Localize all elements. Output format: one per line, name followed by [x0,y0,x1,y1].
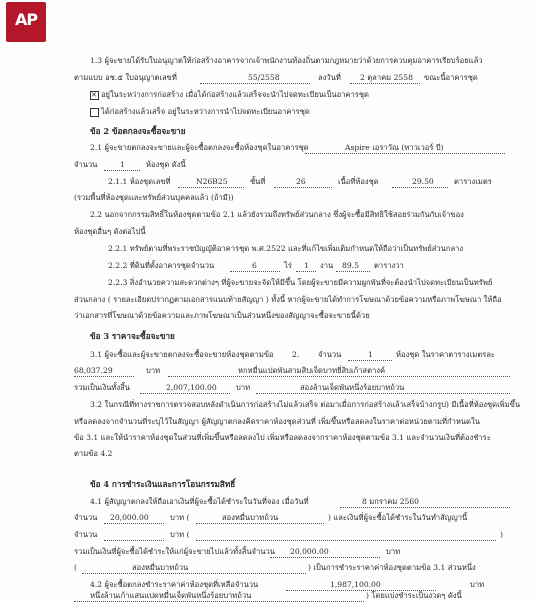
room-number: N26B25 [196,177,228,186]
room-count-suffix: ห้องชุด ดังนี้ [146,160,186,169]
area-note: (รวมพื้นที่ห้องชุดและทรัพย์ส่วนบุคคลแล้ว (ถ้ามี)) [74,193,234,202]
contract-day-close: ) [500,530,503,539]
under-construction-label: อยู่ในระหว่างการก่อสร้าง เมื่อได้ก่อสร้างแล้วเสร็จจะนำไปจดทะเบียนเป็นอาคารชุด [101,90,369,99]
area-unit: ตารางเมตร [454,177,492,186]
booking-date: 8 มกราคม 2560 [362,497,420,506]
contract-day-words-line [196,540,496,541]
clause-3-1-label: 3.1 ผู้จะซื้อและผู้จะขายตกลงจะซื้อจะขายห้องชุดตามข้อ [90,350,274,359]
permit-no-line [200,83,310,84]
permit-date-label: ลงวันที่ [318,73,341,82]
booking-date-line [340,507,510,508]
total-words-line [256,393,510,394]
clause-3-2-line-4: ตามข้อ 4.2 [74,449,113,458]
clause-4-2-label: 4.2 ผู้จะซื้อตกลงชำระราคาค่าห้องชุดที่เหลือจำนวน [90,580,259,589]
clause-2-2-3-line-2: ส่วนกลาง ( รายละเอียดปรากฏตามเอกสารแนบท้ายสัญญา ) ทั้งนี้ หากผู้จะขายได้ทำการโฆษณาด้วยข้อความหรือภาพโฆษณา ให้ถือ [74,295,502,304]
section-4-title: ข้อ 4 การชำระเงินและการโอนกรรมสิทธิ์ [90,479,236,489]
ngan-line [296,271,316,272]
clause-2-2-1: 2.2.1 ทรัพย์ตามที่พระราชบัญญัติอาคารชุด พ.ศ.2522 และที่แก้ไขเพิ่มเติมกำหนดให้ถือว่าเป็นทรัพย์ส่วนกลาง [108,244,464,253]
section-2-title: ข้อ 2 ข้อตกลงจะซื้อจะขาย [90,126,186,136]
count-label: จำนวน [318,350,342,359]
contract-day-unit: บาท ( [170,530,190,539]
total-price: 2,007,100.00 [166,383,217,392]
price-per-sqm: 68,037.29 [74,366,113,375]
permit-date-line [350,83,420,84]
paid-total-label: รวมเป็นเงินที่ผู้จะซื้อได้ชำระให้แก่ผู้จะขายไปแล้วทั้งสิ้นจำนวน [74,547,275,556]
clause-reference: 2. [292,350,300,359]
building-line [305,153,505,154]
contract-day-amount-label: จำนวน [74,530,98,539]
paid-total-line [270,557,380,558]
unit-count: 1 [368,350,373,359]
total-price-label: รวมเป็นเงินทั้งสิ้น [74,383,130,392]
rai-line [230,271,280,272]
floor-number: 26 [296,177,306,186]
clause-2-2-3-line-1: 2.2.3 สิ่งอำนวยความสะดวกต่างๆ ที่ผู้จะขายจะจัดให้มีขึ้น โดยผู้จะขายมีความผูกพันที่จะต้องนำไปจดทะเบียนเป็นทรัพย์ [108,278,493,287]
land-wa: 89.5 [342,261,359,270]
booking-amount-unit: บาท ( [170,513,190,522]
wa-line [336,271,370,272]
paid-words-line [82,573,306,574]
room-count-label: จำนวน [74,160,98,169]
section-3-title: ข้อ 3 ราคาจะซื้อจะขาย [90,331,175,341]
clause-1-3-line-1: 1.3 ผู้จะขายได้รับใบอนุญาตให้ก่อสร้างอาคารจากเจ้าพนักงานท้องถิ่นตามกฎหมายว่าด้วยการควบคุมอาคารเรียบร้อยแล้ว [90,56,483,65]
clause-2-2-3-line-3: ว่าเอกสารที่โฆษณาด้วยข้อความและภาพโฆษณาเป็นส่วนหนึ่งของสัญญาจะซื้อจะขายนี้ด้วย [74,311,370,320]
clause-3-2-line-2: หรือลดลงจากจำนวนที่ระบุไว้ในสัญญา ผู้สัญญาตกลงคิดราคาห้องชุดส่วนที่ เพิ่มขึ้นหรือลดลงในราคาต่อหน่วยตามที่กำหนดใน [74,417,480,426]
clause-3-2-line-3: ข้อ 3.1 และให้นำราคาห้องชุดในส่วนที่เพิ่มขึ้นหรือลดลงไป เพิ่มหรือลดลงจากราคาห้องชุดตามข้อ 3.1 และจำนวนเงินที่ต้องชำระ [74,433,491,442]
room-count: 1 [120,160,125,169]
room-count-line [104,170,140,171]
booking-amount-label: จำนวน [74,513,98,522]
booking-words-line [196,523,324,524]
room-area: 29.50 [412,177,434,186]
construction-complete-label: ได้ก่อสร้างแล้วเสร็จ อยู่ในระหว่างการนำไปจดทะเบียนอาคารชุด [101,107,310,116]
permit-number: 55/2558 [248,73,280,82]
ngan-unit: งาน [320,261,334,270]
booking-amount-line [104,523,164,524]
room-number-line [178,187,244,188]
installment-note: ) โดยแบ่งชำระเป็นงวดๆ ดังนี้ [366,591,462,600]
room-number-label: 2.1.1 ห้องชุดเลขที่ [108,177,171,186]
land-ngan: 1 [304,261,309,270]
price-sqm-words-line [168,376,510,377]
total-price-words: สองล้านเจ็ดพันหนึ่งร้อยบาทถ้วน [300,383,405,392]
paid-total: 20,000.00 [290,547,329,556]
permit-label: ตามแบบ อช.๕ ใบอนุญาตเลขที่ [74,73,177,82]
condo-status-label: ขณะนี้อาคารชุด [424,73,478,82]
price-sqm-unit: บาท [146,366,161,375]
under-construction-checkbox[interactable] [90,91,99,100]
total-price-line [140,393,230,394]
clause-2-2-line-2: ห้องชุดอื่นๆ ดังต่อไปนี้ [74,227,146,236]
paid-words-close: ) เป็นการชำระราคาค่าห้องชุดตามข้อ 3.1 ส่วนหนึ่ง [308,563,476,572]
floor-label: ชั้นที่ [250,177,266,186]
paid-words-open: ( [74,563,77,572]
rai-unit: ไร่ [284,261,292,270]
booking-amount: 20,000.00 [110,513,149,522]
price-per-sqm-words: หกหมื่นแปดพันสามสิบเจ็ดบาทยี่สิบเก้าสตางค์ [238,366,386,375]
land-rai: 6 [252,261,257,270]
remaining-amount: 1,987,100.00 [330,580,381,589]
count-line [348,360,392,361]
clause-2-2-line-1: 2.2 นอกจากกรรมสิทธิ์ในห้องชุดตามข้อ 2.1 แล้วยังรวมถึงทรัพย์ส่วนกลาง ซึ่งผู้จะซื้อมีสิทธิใช้สอยร่วมกันกับเจ้าของ [90,210,464,219]
contract-day-payment-label: ) และเงินที่ผู้จะซื้อได้ชำระในวันทำสัญญานี้ [328,513,468,522]
remaining-words: หนึ่งล้านเก้าแสนแปดหมื่นเจ็ดพันหนึ่งร้อยบาทถ้วน [90,591,252,600]
wa-unit: ตารางวา [374,261,404,270]
paid-total-unit: บาท [386,547,401,556]
remaining-unit: บาท [470,580,485,589]
construction-complete-checkbox[interactable] [90,108,99,117]
area-label: เนื้อที่ห้องชุด [338,177,379,186]
contract-day-amount-line [104,540,164,541]
permit-date: 2 ตุลาคม 2558 [360,73,413,82]
price-sqm-label: ห้องชุด ในราคาตารางเมตรละ [396,350,495,359]
building-name: Aspire เอราวัณ (ทาวเวอร์ บี) [345,143,444,152]
total-price-unit: บาท [236,383,251,392]
clause-4-1-label: 4.1 ผู้สัญญาตกลงให้ถือเอาเงินที่ผู้จะซื้อได้ชำระในวันที่จอง เมื่อวันที่ [90,497,309,506]
booking-amount-words: สองหมื่นบาทถ้วน [222,513,279,522]
clause-3-2-line-1: 3.2 ในกรณีที่ทางราชการตรวจสอบหลังดำเนินการก่อสร้างไม่แล้วเสร็จ ต่อมาเมื่อการก่อสร้างแล้วเสร็จบ้างกรูป) มีเนื้อที่ห้องชุดเพิ่มขึ้น [90,400,521,409]
price-sqm-line [74,376,134,377]
clause-2-1-label: 2.1 ผู้จะขายตกลงจะขายและผู้จะซื้อตกลงจะซื้อห้องชุดในอาคารชุด [90,143,309,152]
land-label: 2.2.2 ที่ดินที่ตั้งอาคารชุดจำนวน [108,261,215,270]
floor-line [274,187,332,188]
area-line [392,187,448,188]
paid-total-words: สองหมื่นบาทถ้วน [132,563,189,572]
ap-logo: AP [6,2,46,42]
